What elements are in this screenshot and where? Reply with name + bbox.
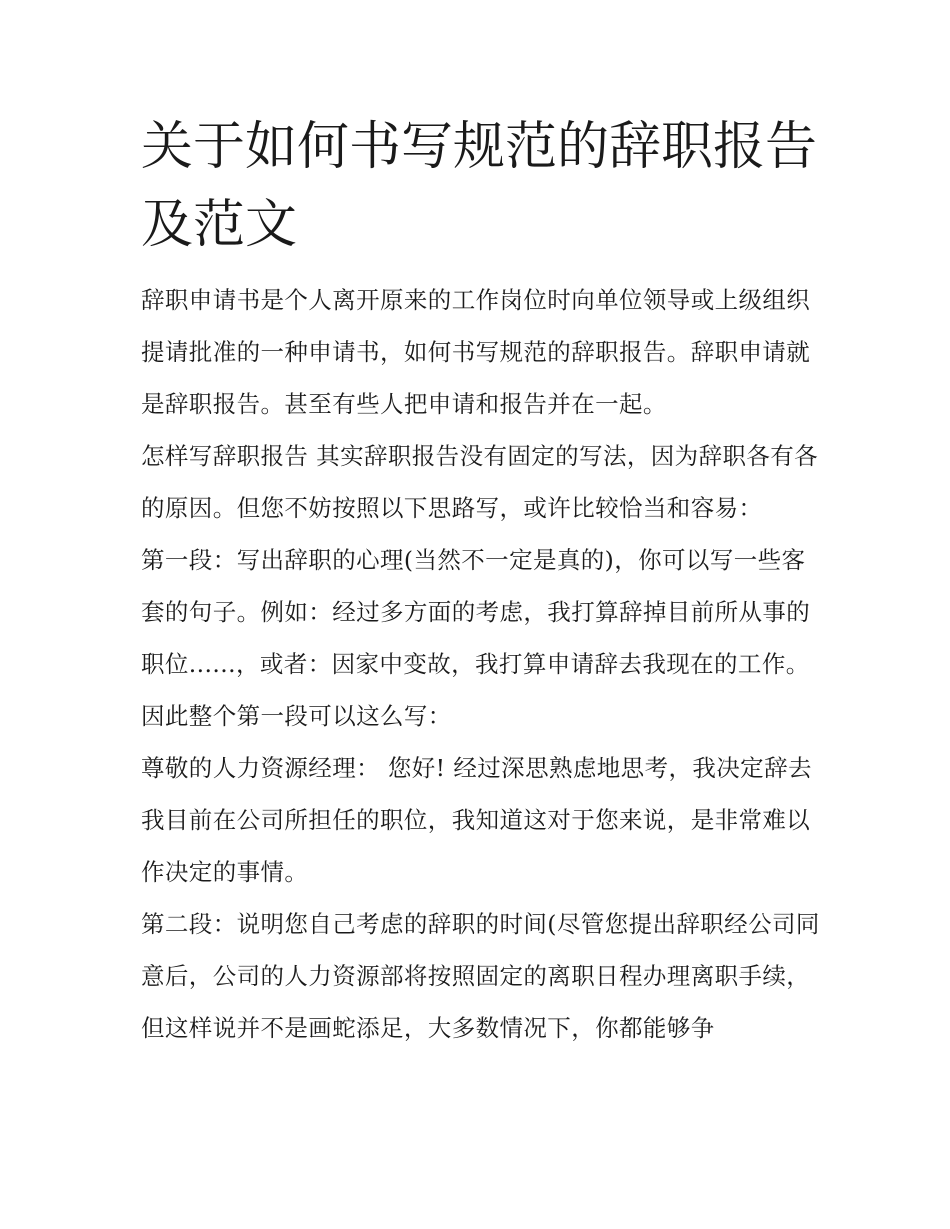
paragraph-sample-letter: 尊敬的人力资源经理： 您好! 经过深思熟虑地思考，我决定辞去我目前在公司所担任的职位，我知道这对于您来说，是非常难以作决定的事情。 (141, 754, 812, 886)
paragraph-intro: 辞职申请书是个人离开原来的工作岗位时向单位领导或上级组织提请批准的一种申请书，如何书写规范的辞职报告。辞职申请就是辞职报告。甚至有些人把申请和报告并在一起。 (141, 286, 811, 418)
paragraph-second-section: 第二段：说明您自己考虑的辞职的时间(尽管您提出辞职经公司同意后，公司的人力资源部将按照固定的离职日程办理离职手续，但这样说并不是画蛇添足，大多数情况下，你都能够争 (141, 910, 820, 1042)
paragraph-first-section: 第一段：写出辞职的心理(当然不一定是真的)，你可以写一些客套的句子。例如：经过多方面的考虑，我打算辞掉目前所从事的职位......，或者：因家中变故，我打算申请辞去我现在的工作。因此整个第一段可以这么写： (141, 546, 811, 730)
document-body (141, 274, 823, 1054)
paragraph-how-to-write: 怎样写辞职报告 其实辞职报告没有固定的写法，因为辞职各有各的原因。但您不妨按照以下思路写，或许比较恰当和容易： (141, 442, 819, 522)
document-title: 关于如何书写规范的辞职报告及范文 (141, 117, 818, 255)
